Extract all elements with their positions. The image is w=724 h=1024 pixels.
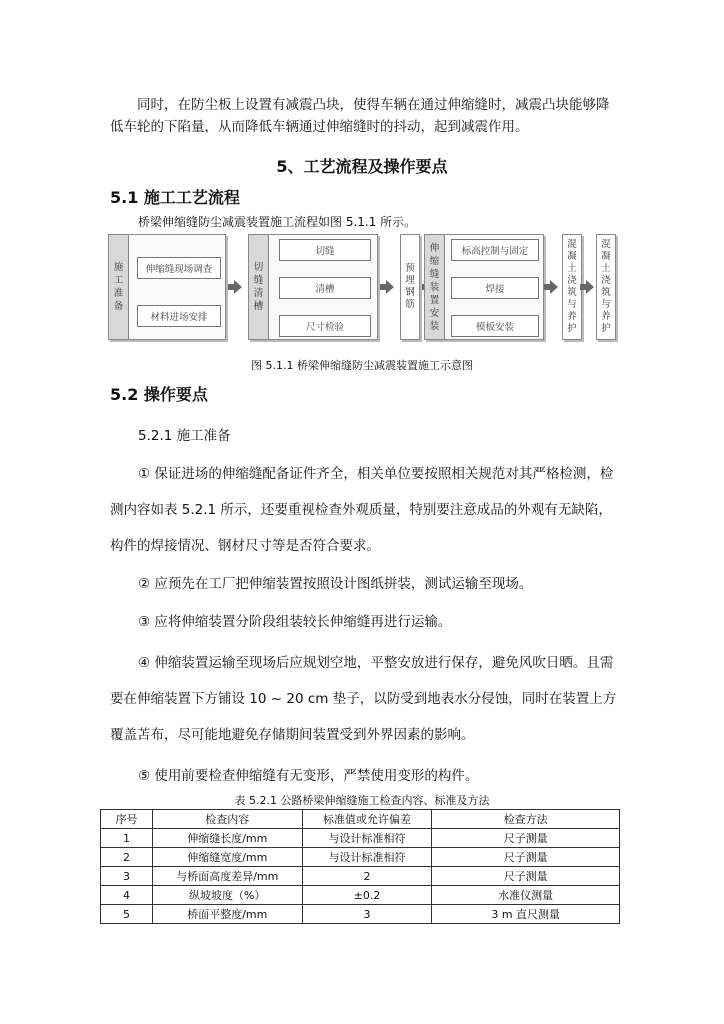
item-2: ② 应预先在工厂把伸缩装置按照设计图纸拼装，测试运输至现场。 <box>138 576 533 592</box>
flow-step: 伸缩缝现场调查 <box>137 257 221 279</box>
table-cell: 水准仪测量 <box>432 886 620 905</box>
table-cell: 伸缩缝宽度/mm <box>152 848 302 867</box>
flow-step: 清槽 <box>279 277 371 299</box>
header-cell: 检查方法 <box>432 810 620 829</box>
table-cell: 3 m 直尺测量 <box>432 905 620 924</box>
item-4: ④ 伸缩装置运输至现场后应规划空地，平整安放进行保存，避免风吹日晒。且需要在伸缩装置下方铺设 10 ~ 20 cm 垫子，以防受到地表水分侵蚀，同时在装置上方覆盖苫布，尽可能地避免存储期间装置受到外界因素的影响。 <box>110 655 617 743</box>
table-row <box>101 867 620 886</box>
table-cell: 4 <box>101 886 153 905</box>
stage-concrete-curing: 混凝土浇筑与养护 <box>596 234 616 340</box>
arrow-icon <box>550 280 558 294</box>
stage-construction-prep <box>108 234 226 340</box>
stage-cutting-cleaning <box>248 234 378 340</box>
table-cell: 1 <box>101 829 153 848</box>
arrow-icon <box>386 280 394 294</box>
stage-label: 切缝清槽 <box>249 235 269 339</box>
table-row <box>101 905 620 924</box>
subsection-title-5-2: 5.2 操作要点 <box>110 385 208 404</box>
table-cell: 与设计标准相符 <box>302 829 432 848</box>
arrow-icon <box>234 280 242 294</box>
stage-device-install <box>424 234 544 340</box>
subsection-title-5-2-1: 5.2.1 施工准备 <box>138 428 231 444</box>
table-cell: 伸缩缝长度/mm <box>152 829 302 848</box>
table-cell: 桥面平整度/mm <box>152 905 302 924</box>
table-cell: 尺子测量 <box>432 848 620 867</box>
table-caption: 表 5.2.1 公路桥梁伸缩缝施工检查内容、标准及方法 <box>234 794 490 807</box>
table-cell: 尺子测量 <box>432 829 620 848</box>
stage-label: 施工准备 <box>109 235 129 339</box>
item-3: ③ 应将伸缩装置分阶段组装较长伸缩缝再进行运输。 <box>138 614 452 630</box>
table-cell: 3 <box>302 905 432 924</box>
table-cell: 3 <box>101 867 153 886</box>
flow-step: 模板安装 <box>451 315 539 337</box>
table-cell: 2 <box>101 848 153 867</box>
inspection-table <box>100 809 620 924</box>
flow-intro: 桥梁伸缩缝防尘减震装置施工流程如图 5.1.1 所示。 <box>138 215 417 229</box>
table-row <box>101 886 620 905</box>
flow-step: 材料进场安排 <box>137 305 221 327</box>
subsection-title-5-1: 5.1 施工工艺流程 <box>110 188 240 207</box>
table-row <box>101 829 620 848</box>
stage-concrete-pour: 混凝土浇筑与养护 <box>562 234 582 340</box>
flow-step: 切缝 <box>279 239 371 261</box>
flow-step: 焊接 <box>451 277 539 299</box>
arrow-icon <box>586 280 594 294</box>
table-cell: 纵坡坡度（%） <box>152 886 302 905</box>
intro-paragraph: 同时，在防尘板上设置有减震凸块，使得车辆在通过伸缩缝时，减震凸块能够降低车轮的下陷量，从而降低车辆通过伸缩缝时的抖动，起到减震作用。 <box>110 97 610 135</box>
table-cell: 2 <box>302 867 432 886</box>
header-cell: 序号 <box>101 810 153 829</box>
figure-caption: 图 5.1.1 桥梁伸缩缝防尘减震装置施工示意图 <box>251 359 473 372</box>
stage-embedded-rebar: 预埋钢筋 <box>400 234 420 340</box>
table-row <box>101 848 620 867</box>
table-header-row <box>101 810 620 829</box>
item-1: ① 保证进场的伸缩缝配备证件齐全，相关单位要按照相关规范对其严格检测，检测内容如表 5.2.1 所示，还要重视检查外观质量，特别要注意成品的外观有无缺陷，构件的焊接情况、钢材尺寸等是否符合要求。 <box>110 466 614 554</box>
item-5: ⑤ 使用前要检查伸缩缝有无变形，严禁使用变形的构件。 <box>138 768 479 784</box>
table-cell: ±0.2 <box>302 886 432 905</box>
table-cell: 与设计标准相符 <box>302 848 432 867</box>
table-cell: 尺子测量 <box>432 867 620 886</box>
header-cell: 检查内容 <box>152 810 302 829</box>
flow-step: 尺寸检验 <box>279 315 371 337</box>
flow-step: 标高控制与固定 <box>451 239 539 261</box>
flow-diagram <box>108 230 618 342</box>
table-cell: 与桥面高度差异/mm <box>152 867 302 886</box>
section-title: 5、工艺流程及操作要点 <box>276 157 448 176</box>
stage-label: 伸缩缝装置安装 <box>425 235 445 339</box>
header-cell: 标准值或允许偏差 <box>302 810 432 829</box>
table-cell: 5 <box>101 905 153 924</box>
